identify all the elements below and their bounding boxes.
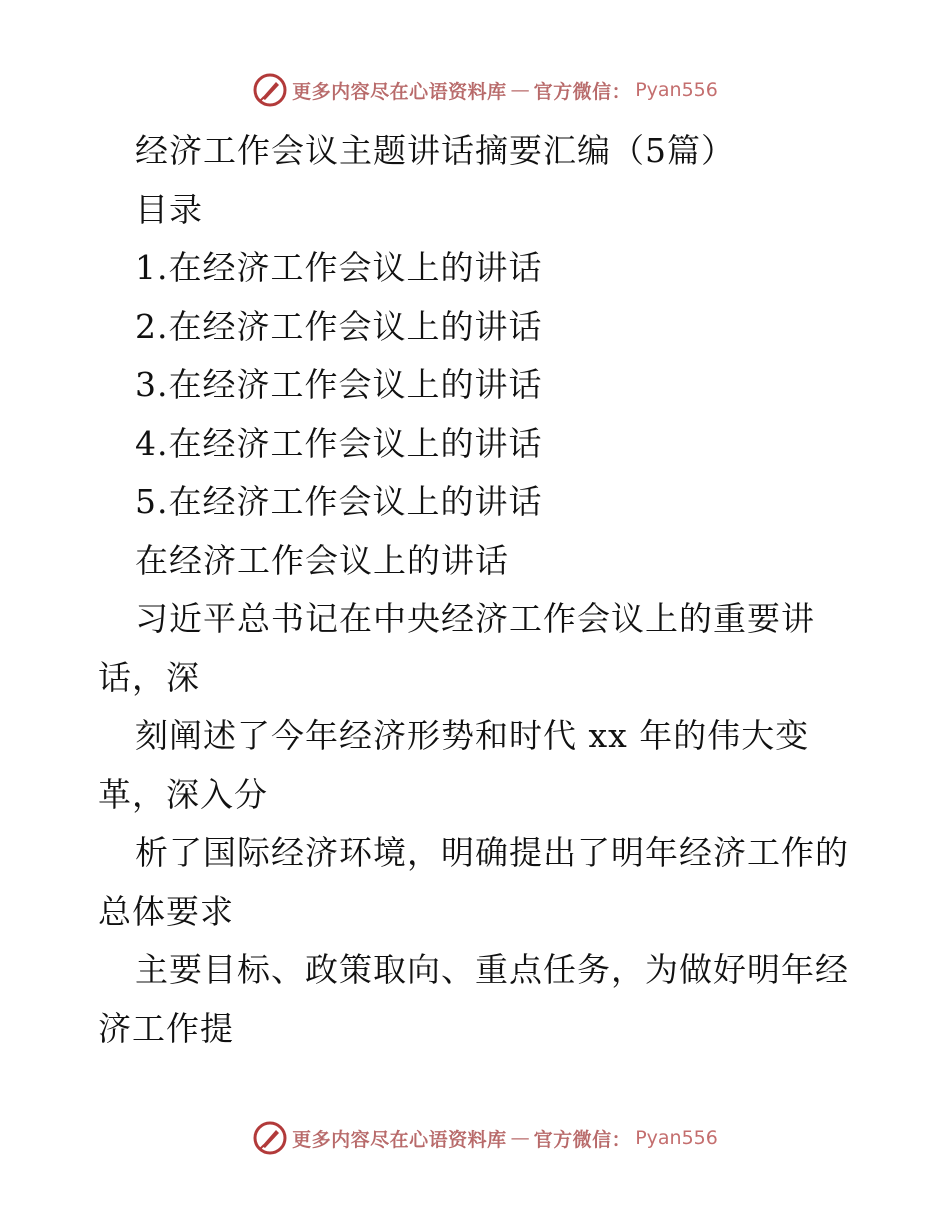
toc-heading: 目录 — [135, 189, 203, 229]
banner-contact-label: 官方微信： — [533, 1128, 632, 1151]
body-line: 主要目标、政策取向、重点任务，为做好明年经 — [135, 950, 849, 989]
toc-item: 3.在经济工作会议上的讲话 — [135, 365, 543, 404]
banner-contact-id: Pyan556 — [635, 1127, 718, 1149]
header-banner — [0, 70, 950, 110]
banner-content — [252, 72, 718, 108]
banner-content — [252, 1120, 718, 1156]
toc-item: 1.在经济工作会议上的讲话 — [135, 248, 543, 287]
banner-separator: — — [510, 1127, 530, 1149]
body-line: 习近平总书记在中央经济工作会议上的重要讲 — [135, 599, 815, 638]
body-line: 革，深入分 — [98, 774, 268, 814]
banner-text: 更多内容尽在心语资料库 — [292, 80, 507, 103]
toc-item: 4.在经济工作会议上的讲话 — [135, 423, 543, 463]
banner-text: 更多内容尽在心语资料库 — [292, 1128, 507, 1151]
document-title: 经济工作会议主题讲话摘要汇编（5篇） — [135, 131, 735, 170]
body-line: 话，深 — [98, 657, 200, 697]
banner-separator: — — [510, 79, 530, 101]
footer-banner — [0, 1118, 950, 1158]
banner-contact-id: Pyan556 — [635, 79, 718, 101]
body-line: 济工作提 — [98, 1008, 234, 1048]
section-title: 在经济工作会议上的讲话 — [135, 540, 509, 580]
banner-contact-label: 官方微信： — [533, 80, 632, 103]
body-line: 总体要求 — [98, 891, 234, 931]
document-body — [98, 122, 868, 1058]
quill-logo-icon — [252, 1120, 288, 1156]
toc-item: 5.在经济工作会议上的讲话 — [135, 482, 543, 521]
body-line: 刻阐述了今年经济形势和时代 xx 年的伟大变 — [135, 716, 810, 755]
toc-item: 2.在经济工作会议上的讲话 — [135, 306, 543, 346]
quill-logo-icon — [252, 72, 288, 108]
body-line: 析了国际经济环境，明确提出了明年经济工作的 — [135, 833, 849, 872]
